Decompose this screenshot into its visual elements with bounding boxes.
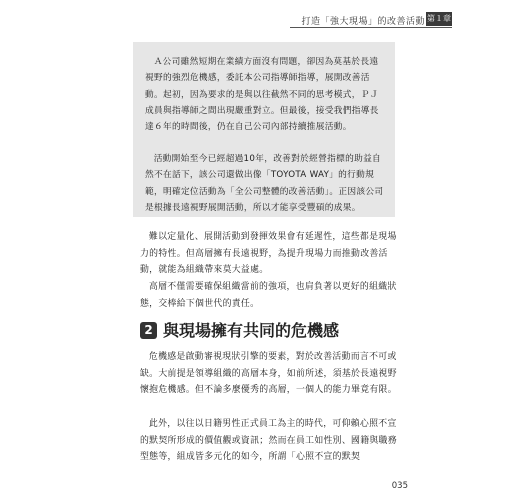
section-title: 與現場擁有共同的危機感 bbox=[163, 321, 340, 340]
body-paragraph-4: 此外，以往以日籍男性正式員工為主的時代，可仰賴心照不宣的默契所形成的價值觀或資訊；然而在員工如性別、國籍與職務型態等，組成皆多元化的如今，所謂「心照不宣的默契 bbox=[140, 419, 397, 463]
header-rule bbox=[290, 27, 452, 28]
page-number: 035 bbox=[391, 481, 408, 491]
section-number-badge: 2 bbox=[140, 322, 157, 339]
box-paragraph-1: Ａ公司雖然短期在業績方面沒有問題，卻因為莫基於長遠視野的強烈危機感，委託本公司指導師指導，展開改善活動。起初，因為要求的是與以往截然不同的思考模式，ＰＪ成員與指導師之間出現嚴重對立。但最後，接受我們指導長達６年的時間後，仍在自己公司內部持續推展活動。 bbox=[145, 57, 379, 133]
case-study-box bbox=[133, 42, 395, 217]
body-paragraph-1: 難以定量化、展開活動到發揮效果會有延遲性，這些都是現場力的特性。但高層擁有長遠視野，為提升現場力而推動改善活動，就能為組織帶來莫大益處。 bbox=[140, 232, 397, 276]
body-paragraph-2: 高層不僅需要確保組織當前的強項，也肩負著以更好的組織狀態，交棒給下個世代的責任。 bbox=[140, 282, 397, 309]
chapter-badge: 第１章 bbox=[426, 12, 452, 26]
body-paragraph-3: 危機感是啟動審視現狀引擎的要素，對於改善活動而言不可或缺。大前提是領導組織的高層本身，如前所述，須基於長遠視野懷抱危機感。但不論多麼優秀的高層，一個人的能力畢竟有限。 bbox=[140, 352, 397, 396]
running-header bbox=[0, 0, 520, 30]
box-paragraph-2: 活動開始至今已經超過10年，改善對於經營指標的助益自然不在話下，該公司還做出像「TOYOTA WAY」的行動規範，明確定位活動為「全公司整體的改善活動」。正因該公司是根據長遠視野展開活動，所以才能享受豐碩的成果。 bbox=[145, 154, 384, 213]
running-title: 打造「強大現場」的改善活動 bbox=[301, 17, 425, 27]
